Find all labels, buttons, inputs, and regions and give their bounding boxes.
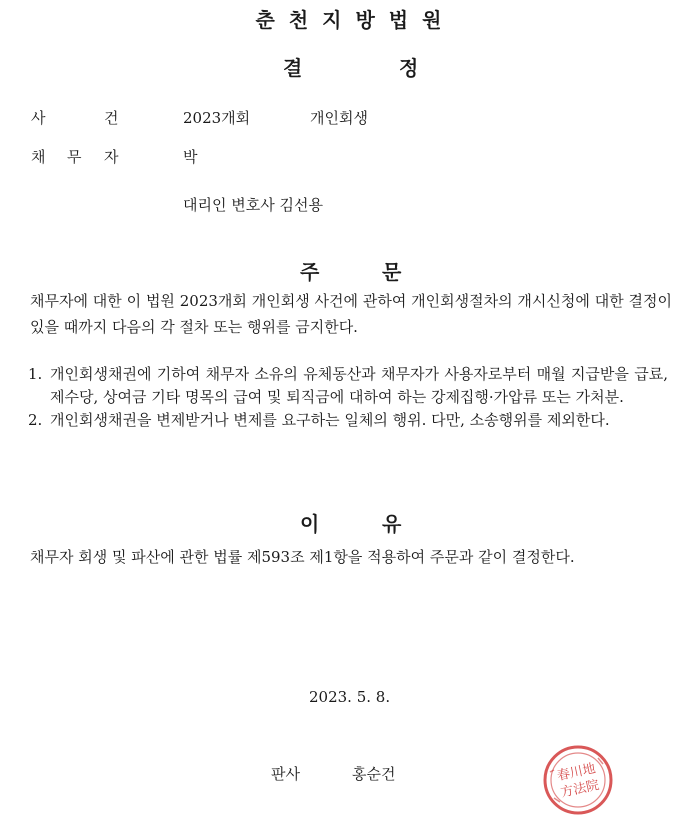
doc-title-right: 정: [399, 56, 419, 80]
case-number: 2023개회: [183, 109, 251, 127]
case-type: 개인회생: [310, 109, 368, 127]
debtor-label-2: 무: [67, 148, 82, 166]
list-item-number: 1.: [28, 365, 43, 383]
svg-text:春川地: 春川地: [555, 761, 598, 785]
list-item-text: 개인회생채권을 변제받거나 변제를 요구하는 일체의 행위. 다만, 소송행위를 제외한다.: [50, 411, 610, 429]
judge-title: 판사: [271, 765, 300, 783]
court-name: 춘천지방법원: [255, 8, 456, 32]
case-label-2: 건: [104, 109, 119, 127]
reason-text: 채무자 회생 및 파산에 관한 법률 제593조 제1항을 적용하여 주문과 같이 결정한다.: [30, 548, 575, 566]
decision-date: 2023. 5. 8.: [309, 688, 391, 706]
agent: 대리인 변호사 김선용: [183, 196, 323, 214]
list-item-number: 2.: [28, 411, 43, 429]
order-heading-left: 주: [300, 260, 320, 284]
debtor-label-1: 채: [31, 148, 46, 166]
court-seal: [540, 742, 616, 818]
case-label-1: 사: [31, 109, 46, 127]
reason-heading-right: 유: [382, 512, 402, 536]
debtor-label-3: 자: [104, 148, 119, 166]
order-heading-right: 문: [382, 260, 402, 284]
doc-title-left: 결: [283, 56, 303, 80]
order-list: [28, 363, 668, 432]
reason-heading-left: 이: [300, 512, 320, 536]
debtor-name: 박: [183, 148, 198, 166]
judge-name: 홍순건: [352, 765, 396, 783]
list-item: [28, 363, 668, 409]
list-item: [28, 409, 668, 432]
seal-stamp: [540, 742, 616, 818]
list-item-text: 개인회생채권에 기하여 채무자 소유의 유체동산과 채무자가 사용자로부터 매월 지급받을 급료, 제수당, 상여금 기타 명목의 급여 및 퇴직금에 대하여 하는 강제집행·가압류 또는 가처분.: [50, 365, 668, 406]
order-intro: 채무자에 대한 이 법원 2023개회 개인회생 사건에 관하여 개인회생절차의 개시신청에 대한 결정이 있을 때까지 다음의 각 절차 또는 행위를 금지한다.: [30, 292, 672, 336]
svg-text:方法院: 方法院: [559, 777, 601, 801]
